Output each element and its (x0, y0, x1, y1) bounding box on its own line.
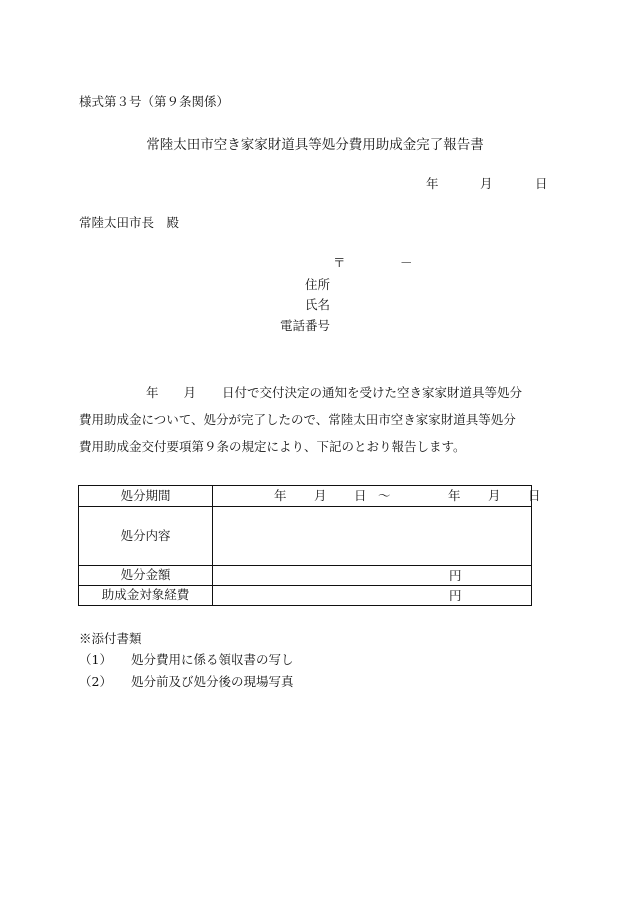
postal-dash: － (400, 255, 413, 270)
body-line-3: 費用助成金交付要項第９条の規定により、下記のとおり報告します。 (79, 439, 466, 454)
body-line-1-text: 日付で交付決定の通知を受けた空き家家財道具等処分 (222, 385, 523, 400)
attachments-title: ※添付書類 (79, 631, 142, 646)
content-label: 処分内容 (79, 507, 213, 566)
table-row (79, 486, 532, 507)
page-title: 常陸太田市空き家家財道具等処分費用助成金完了報告書 (146, 137, 484, 153)
body-line-2: 費用助成金について、処分が完了したので、常陸太田市空き家家財道具等処分 (79, 412, 516, 427)
attachment-number: （2） (79, 674, 112, 689)
subsidy-value (213, 586, 532, 606)
attachment-text: 処分前及び処分後の現場写真 (131, 674, 294, 689)
name-label: 氏名 (305, 297, 331, 312)
table-row (79, 566, 532, 586)
body-line-1 (79, 379, 559, 406)
period-tilde: ～ (378, 487, 391, 503)
list-item (79, 676, 294, 689)
subsidy-unit: 円 (449, 587, 462, 603)
period-start-day: 日 (354, 487, 367, 503)
date-month-label: 月 (480, 176, 493, 191)
table-row (79, 586, 532, 606)
amount-label: 処分金額 (79, 566, 213, 586)
attachment-text: 処分費用に係る領収書の写し (131, 652, 294, 667)
amount-value (213, 566, 532, 586)
period-end-year: 年 (448, 487, 461, 503)
table-row (79, 507, 532, 566)
phone-label: 電話番号 (280, 318, 331, 333)
period-start-month: 月 (314, 487, 327, 503)
attachment-number: （1） (79, 652, 112, 667)
period-end-month: 月 (488, 487, 501, 503)
addressee: 常陸太田市長 殿 (79, 215, 180, 230)
date-day-label: 日 (535, 176, 548, 191)
subsidy-label: 助成金対象経費 (79, 586, 213, 606)
body-month: 月 (183, 385, 197, 400)
body-year: 年 (146, 385, 159, 400)
address-label: 住所 (305, 277, 331, 292)
report-body (79, 379, 559, 460)
content-value (213, 507, 532, 566)
report-table (78, 485, 541, 606)
period-label: 処分期間 (79, 486, 213, 507)
period-end-day: 日 (528, 487, 541, 503)
period-value (213, 486, 541, 507)
amount-unit: 円 (449, 567, 462, 583)
period-start-year: 年 (274, 487, 287, 503)
form-number: 様式第３号（第９条関係） (79, 94, 230, 109)
date-year-label: 年 (426, 176, 439, 191)
list-item (79, 654, 294, 667)
postal-mark: 〒 (333, 255, 346, 270)
